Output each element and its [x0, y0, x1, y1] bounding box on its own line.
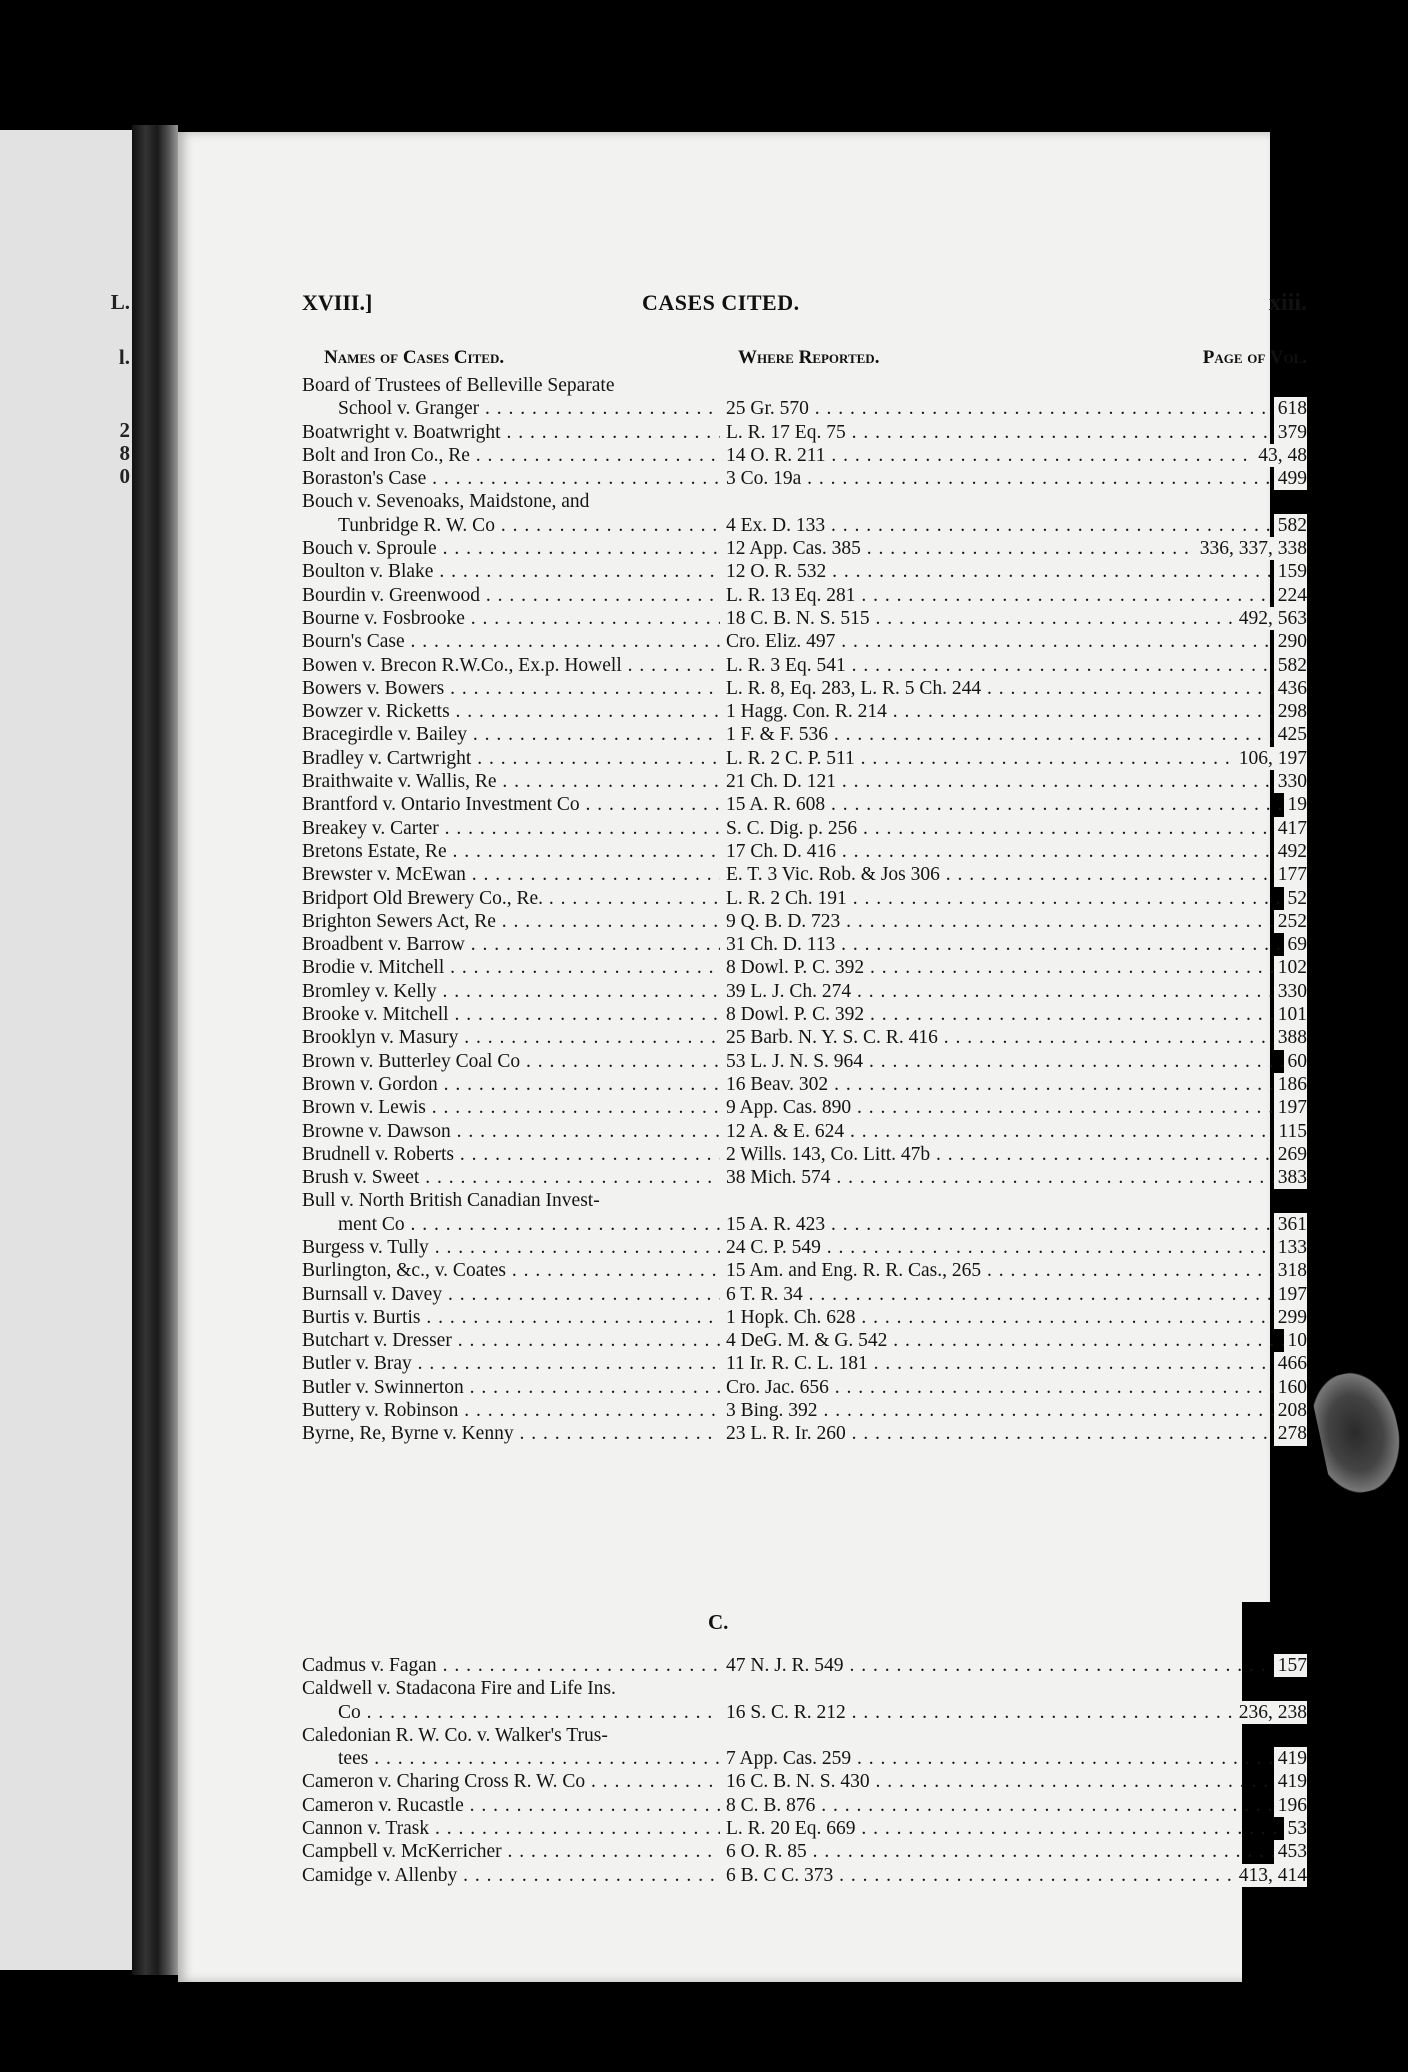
case-entry [302, 1096, 1307, 1119]
case-name: Bourn's Case . . . [302, 630, 720, 653]
page-reference: 236, 238 [1235, 1701, 1307, 1724]
page-reference: 197 [1274, 1283, 1307, 1306]
page-reference: 492 [1274, 840, 1307, 863]
where-reported: 8 Dowl. P. C. 392 . . . [726, 1003, 1304, 1026]
where-reported: L. R. 3 Eq. 541 . . . [726, 654, 1304, 677]
page-reference: 388 [1274, 1026, 1307, 1049]
where-reported: 1 F. & F. 536 . . . [726, 723, 1304, 746]
where-reported: 3 Co. 19a . . . [726, 467, 1304, 490]
page-reference: 102 [1274, 956, 1307, 979]
case-entry [302, 607, 1307, 630]
case-entry [302, 956, 1307, 979]
case-entry [302, 723, 1307, 746]
where-reported: 38 Mich. 574 . . . [726, 1166, 1304, 1189]
where-reported: 15 Am. and Eng. R. R. Cas., 265 . . . [726, 1259, 1304, 1282]
case-entry [302, 980, 1307, 1003]
where-reported: 8 C. B. 876 . . . [726, 1794, 1304, 1817]
case-entry [302, 630, 1307, 653]
where-reported: 53 L. J. N. S. 964 . . . [726, 1050, 1304, 1073]
page-reference: 186 [1274, 1073, 1307, 1096]
where-reported: 21 Ch. D. 121 . . . [726, 770, 1304, 793]
case-name: Brooke v. Mitchell . . . [302, 1003, 720, 1026]
where-reported: 6 O. R. 85 . . . [726, 1840, 1304, 1863]
page-reference: 196 [1274, 1794, 1307, 1817]
case-entry [302, 1864, 1307, 1887]
page-reference: 177 [1274, 863, 1307, 886]
case-entry [302, 840, 1307, 863]
page-reference: 106, 197 [1235, 747, 1307, 770]
case-entry [302, 1283, 1307, 1306]
page-reference: 224 [1274, 584, 1307, 607]
case-name: Burtis v. Burtis . . . [302, 1306, 720, 1329]
case-name: Campbell v. McKerricher . . . [302, 1840, 720, 1863]
page-reference: 582 [1274, 654, 1307, 677]
case-entry [302, 584, 1307, 607]
case-name: Co . . . [338, 1701, 720, 1724]
where-reported: 3 Bing. 392 . . . [726, 1399, 1304, 1422]
margin-fragment: l. [118, 345, 130, 369]
where-reported: S. C. Dig. p. 256 . . . [726, 817, 1304, 840]
page-reference: 383 [1274, 1166, 1307, 1189]
where-reported: 25 Barb. N. Y. S. C. R. 416 . . . [726, 1026, 1304, 1049]
case-entry [302, 1352, 1307, 1375]
page-reference: 330 [1274, 770, 1307, 793]
case-entry [302, 1794, 1307, 1817]
where-reported: Cro. Jac. 656 . . . [726, 1376, 1304, 1399]
case-name: Bourne v. Fosbrooke . . . [302, 607, 720, 630]
case-entry [302, 514, 1307, 537]
page-reference: 499 [1274, 467, 1307, 490]
page-reference: 336, 337, 338 [1196, 537, 1307, 560]
case-name: ment Co . . . [338, 1213, 720, 1236]
case-entry [302, 1166, 1307, 1189]
case-entry [302, 1840, 1307, 1863]
page-reference: 53 [1284, 1817, 1308, 1840]
margin-fragment: 0 [119, 464, 130, 488]
page-reference: 290 [1274, 630, 1307, 653]
case-entry [302, 1399, 1307, 1422]
case-entry [302, 1143, 1307, 1166]
case-entry [302, 537, 1307, 560]
case-name: School v. Granger . . . [338, 397, 720, 420]
page-reference: 160 [1274, 1376, 1307, 1399]
case-entry [302, 1747, 1307, 1770]
page-reference: 453 [1274, 1840, 1307, 1863]
case-entry [302, 1003, 1307, 1026]
where-reported: 9 App. Cas. 890 . . . [726, 1096, 1304, 1119]
where-reported: Cro. Eliz. 497 . . . [726, 630, 1304, 653]
where-reported: 18 C. B. N. S. 515 . . . [726, 607, 1304, 630]
case-name: Breakey v. Carter . . . [302, 817, 720, 840]
case-name: Brantford v. Ontario Investment Co . . . [302, 793, 720, 816]
case-name: Boraston's Case . . . [302, 467, 720, 490]
where-reported: 8 Dowl. P. C. 392 . . . [726, 956, 1304, 979]
case-list-b [302, 374, 1307, 1446]
where-reported: 12 O. R. 532 . . . [726, 560, 1304, 583]
where-reported: 17 Ch. D. 416 . . . [726, 840, 1304, 863]
case-name: Brush v. Sweet . . . [302, 1166, 720, 1189]
case-entry [302, 1376, 1307, 1399]
case-entry [302, 560, 1307, 583]
volume-number: XVIII.] [302, 290, 373, 315]
case-name: Butler v. Bray . . . [302, 1352, 720, 1375]
case-entry [302, 1701, 1307, 1724]
where-reported: L. R. 17 Eq. 75 . . . [726, 421, 1304, 444]
where-reported: 11 Ir. R. C. L. 181 . . . [726, 1352, 1304, 1375]
where-reported: 1 Hagg. Con. R. 214 . . . [726, 700, 1304, 723]
page-number: xiii. [1268, 290, 1307, 316]
case-name: Tunbridge R. W. Co . . . [338, 514, 720, 537]
case-name: Bretons Estate, Re . . . [302, 840, 720, 863]
page-reference: 436 [1274, 677, 1307, 700]
where-reported: 12 App. Cas. 385 . . . [726, 537, 1304, 560]
where-reported: 25 Gr. 570 . . . [726, 397, 1304, 420]
case-entry [302, 1073, 1307, 1096]
page-reference: 299 [1274, 1306, 1307, 1329]
case-entry [302, 397, 1307, 420]
page-reference: 492, 563 [1235, 607, 1307, 630]
where-reported: L. R. 20 Eq. 669 . . . [726, 1817, 1304, 1840]
page-reference: 60 [1284, 1050, 1308, 1073]
page-reference: 19 [1284, 793, 1308, 816]
page-reference: 413, 414 [1235, 1864, 1307, 1887]
margin-fragment: 2 [119, 418, 130, 442]
case-entry [302, 677, 1307, 700]
case-entry [302, 933, 1307, 956]
case-name: Bradley v. Cartwright . . . [302, 747, 720, 770]
margin-fragment: L. [110, 290, 130, 314]
page-reference: 425 [1274, 723, 1307, 746]
page-reference: 278 [1274, 1422, 1307, 1445]
case-name: Bracegirdle v. Bailey . . . [302, 723, 720, 746]
where-reported: E. T. 3 Vic. Rob. & Jos 306 . . . [726, 863, 1304, 886]
page-reference: 197 [1274, 1096, 1307, 1119]
case-name: Cameron v. Charing Cross R. W. Co . . . [302, 1770, 720, 1793]
where-column-header: Where Reported. [738, 347, 880, 368]
case-name: Braithwaite v. Wallis, Re . . . [302, 770, 720, 793]
page-reference: 133 [1274, 1236, 1307, 1259]
page-reference: 417 [1274, 817, 1307, 840]
page-reference: 43, 48 [1254, 444, 1307, 467]
case-name: Boatwright v. Boatwright . . . [302, 421, 720, 444]
case-entry [302, 1654, 1307, 1677]
case-entry [302, 793, 1307, 816]
case-name: Brown v. Gordon . . . [302, 1073, 720, 1096]
page-reference: 318 [1274, 1259, 1307, 1282]
where-reported: L. R. 8, Eq. 283, L. R. 5 Ch. 244 . . . [726, 677, 1304, 700]
page-reference: 157 [1274, 1654, 1307, 1677]
where-reported: 6 B. C C. 373 . . . [726, 1864, 1304, 1887]
case-name: Broadbent v. Barrow . . . [302, 933, 720, 956]
case-name: Butler v. Swinnerton . . . [302, 1376, 720, 1399]
page-title: CASES CITED. [642, 290, 800, 315]
where-reported: L. R. 2 Ch. 191 . . . [726, 887, 1304, 910]
case-entry [302, 490, 1307, 513]
page-reference: 10 [1284, 1329, 1308, 1352]
case-entry [302, 1026, 1307, 1049]
case-name: Bolt and Iron Co., Re . . . [302, 444, 720, 467]
case-entry [302, 770, 1307, 793]
where-reported: 9 Q. B. D. 723 . . . [726, 910, 1304, 933]
page-reference: 466 [1274, 1352, 1307, 1375]
case-entry [302, 1770, 1307, 1793]
page-reference: 115 [1274, 1120, 1307, 1143]
page-reference: 269 [1274, 1143, 1307, 1166]
case-name: Burnsall v. Davey . . . [302, 1283, 720, 1306]
case-entry [302, 1189, 1307, 1212]
case-entry [302, 1236, 1307, 1259]
where-reported: 16 Beav. 302 . . . [726, 1073, 1304, 1096]
case-name: Bouch v. Sevenoaks, Maidstone, and [302, 491, 590, 513]
case-name: Cannon v. Trask . . . [302, 1817, 720, 1840]
where-reported: 47 N. J. R. 549 . . . [726, 1654, 1304, 1677]
case-entry [302, 1817, 1307, 1840]
where-reported: 14 O. R. 211 . . . [726, 444, 1304, 467]
case-name: Buttery v. Robinson . . . [302, 1399, 720, 1422]
case-entry [302, 467, 1307, 490]
case-name: Caldwell v. Stadacona Fire and Life Ins. [302, 1678, 616, 1700]
case-name: Bowzer v. Ricketts . . . [302, 700, 720, 723]
page-column-header: Page of Vol. [1202, 347, 1307, 368]
page-reference: 298 [1274, 700, 1307, 723]
paper-stain [1308, 1365, 1408, 1499]
case-entry [302, 654, 1307, 677]
page-reference: 618 [1274, 397, 1307, 420]
where-reported: L. R. 2 C. P. 511 . . . [726, 747, 1304, 770]
case-name: Cadmus v. Fagan . . . [302, 1654, 720, 1677]
case-entry [302, 817, 1307, 840]
page-reference: 419 [1274, 1770, 1307, 1793]
where-reported: 23 L. R. Ir. 260 . . . [726, 1422, 1304, 1445]
case-name: Board of Trustees of Belleville Separate [302, 375, 615, 396]
case-entry [302, 1050, 1307, 1073]
case-entry [302, 374, 1307, 397]
where-reported: 7 App. Cas. 259 . . . [726, 1747, 1304, 1770]
where-reported: 15 A. R. 608 . . . [726, 793, 1304, 816]
where-reported: 6 T. R. 34 . . . [726, 1283, 1304, 1306]
where-reported: 31 Ch. D. 113 . . . [726, 933, 1304, 956]
where-reported: 4 DeG. M. & G. 542 . . . [726, 1329, 1304, 1352]
case-name: Bourdin v. Greenwood . . . [302, 584, 720, 607]
case-name: Burgess v. Tully . . . [302, 1236, 720, 1259]
where-reported: 15 A. R. 423 . . . [726, 1213, 1304, 1236]
page-reference: 379 [1274, 421, 1307, 444]
case-entry [302, 1329, 1307, 1352]
case-entry [302, 1724, 1307, 1747]
case-entry [302, 863, 1307, 886]
where-reported: 2 Wills. 143, Co. Litt. 47b . . . [726, 1143, 1304, 1166]
where-reported: L. R. 13 Eq. 281 . . . [726, 584, 1304, 607]
case-name: Bridport Old Brewery Co., Re. . . . [302, 887, 720, 910]
page-reference: 419 [1274, 1747, 1307, 1770]
case-name: Caledonian R. W. Co. v. Walker's Trus- [302, 1724, 608, 1746]
case-name: Brooklyn v. Masury . . . [302, 1026, 720, 1049]
page-reference: 208 [1274, 1399, 1307, 1422]
case-entry [302, 421, 1307, 444]
case-name: Camidge v. Allenby . . . [302, 1864, 720, 1887]
running-head [302, 290, 1307, 320]
section-letter-c: C. [708, 1610, 729, 1634]
where-reported: 16 S. C. R. 212 . . . [726, 1701, 1304, 1724]
case-name: Byrne, Re, Byrne v. Kenny . . . [302, 1422, 720, 1445]
case-name: Browne v. Dawson . . . [302, 1120, 720, 1143]
where-reported: 16 C. B. N. S. 430 . . . [726, 1770, 1304, 1793]
case-name: Butchart v. Dresser . . . [302, 1329, 720, 1352]
case-name: Burlington, &c., v. Coates . . . [302, 1259, 720, 1282]
column-headers [302, 347, 1307, 375]
page-reference: 330 [1274, 980, 1307, 1003]
case-name: Bromley v. Kelly . . . [302, 980, 720, 1003]
page-reference: 52 [1284, 887, 1308, 910]
names-column-header: Names of Cases Cited. [324, 347, 505, 368]
case-name: Boulton v. Blake . . . [302, 560, 720, 583]
case-name: Bowers v. Bowers . . . [302, 677, 720, 700]
where-reported: 4 Ex. D. 133 . . . [726, 514, 1304, 537]
book-spine-gutter [132, 125, 178, 1975]
case-entry [302, 1120, 1307, 1143]
case-name: Cameron v. Rucastle . . . [302, 1794, 720, 1817]
case-name: tees . . . [338, 1747, 720, 1770]
case-name: Bowen v. Brecon R.W.Co., Ex.p. Howell . . . [302, 654, 720, 677]
facing-page-edge [0, 130, 132, 1970]
margin-fragment: 8 [119, 441, 130, 465]
page-reference: 252 [1274, 910, 1307, 933]
case-entry [302, 1259, 1307, 1282]
case-name: Brodie v. Mitchell . . . [302, 956, 720, 979]
case-name: Brudnell v. Roberts . . . [302, 1143, 720, 1166]
case-entry [302, 444, 1307, 467]
case-entry [302, 1306, 1307, 1329]
case-entry [302, 1677, 1307, 1700]
case-name: Bouch v. Sproule . . . [302, 537, 720, 560]
page-reference: 582 [1274, 514, 1307, 537]
case-name: Brighton Sewers Act, Re . . . [302, 910, 720, 933]
case-entry [302, 1422, 1307, 1445]
page-reference: 69 [1284, 933, 1308, 956]
where-reported: 24 C. P. 549 . . . [726, 1236, 1304, 1259]
case-entry [302, 1213, 1307, 1236]
case-name: Brewster v. McEwan . . . [302, 863, 720, 886]
case-name: Brown v. Lewis . . . [302, 1096, 720, 1119]
case-entry [302, 747, 1307, 770]
case-name: Brown v. Butterley Coal Co . . . [302, 1050, 720, 1073]
page-reference: 361 [1274, 1213, 1307, 1236]
case-list-c [302, 1654, 1307, 1887]
case-entry [302, 910, 1307, 933]
where-reported: 12 A. & E. 624 . . . [726, 1120, 1304, 1143]
book-page [178, 132, 1307, 1982]
page-reference: 101 [1274, 1003, 1307, 1026]
where-reported: 1 Hopk. Ch. 628 . . . [726, 1306, 1304, 1329]
case-entry [302, 887, 1307, 910]
where-reported: 39 L. J. Ch. 274 . . . [726, 980, 1304, 1003]
case-name: Bull v. North British Canadian Invest- [302, 1190, 600, 1212]
case-entry [302, 700, 1307, 723]
page-reference: 159 [1274, 560, 1307, 583]
